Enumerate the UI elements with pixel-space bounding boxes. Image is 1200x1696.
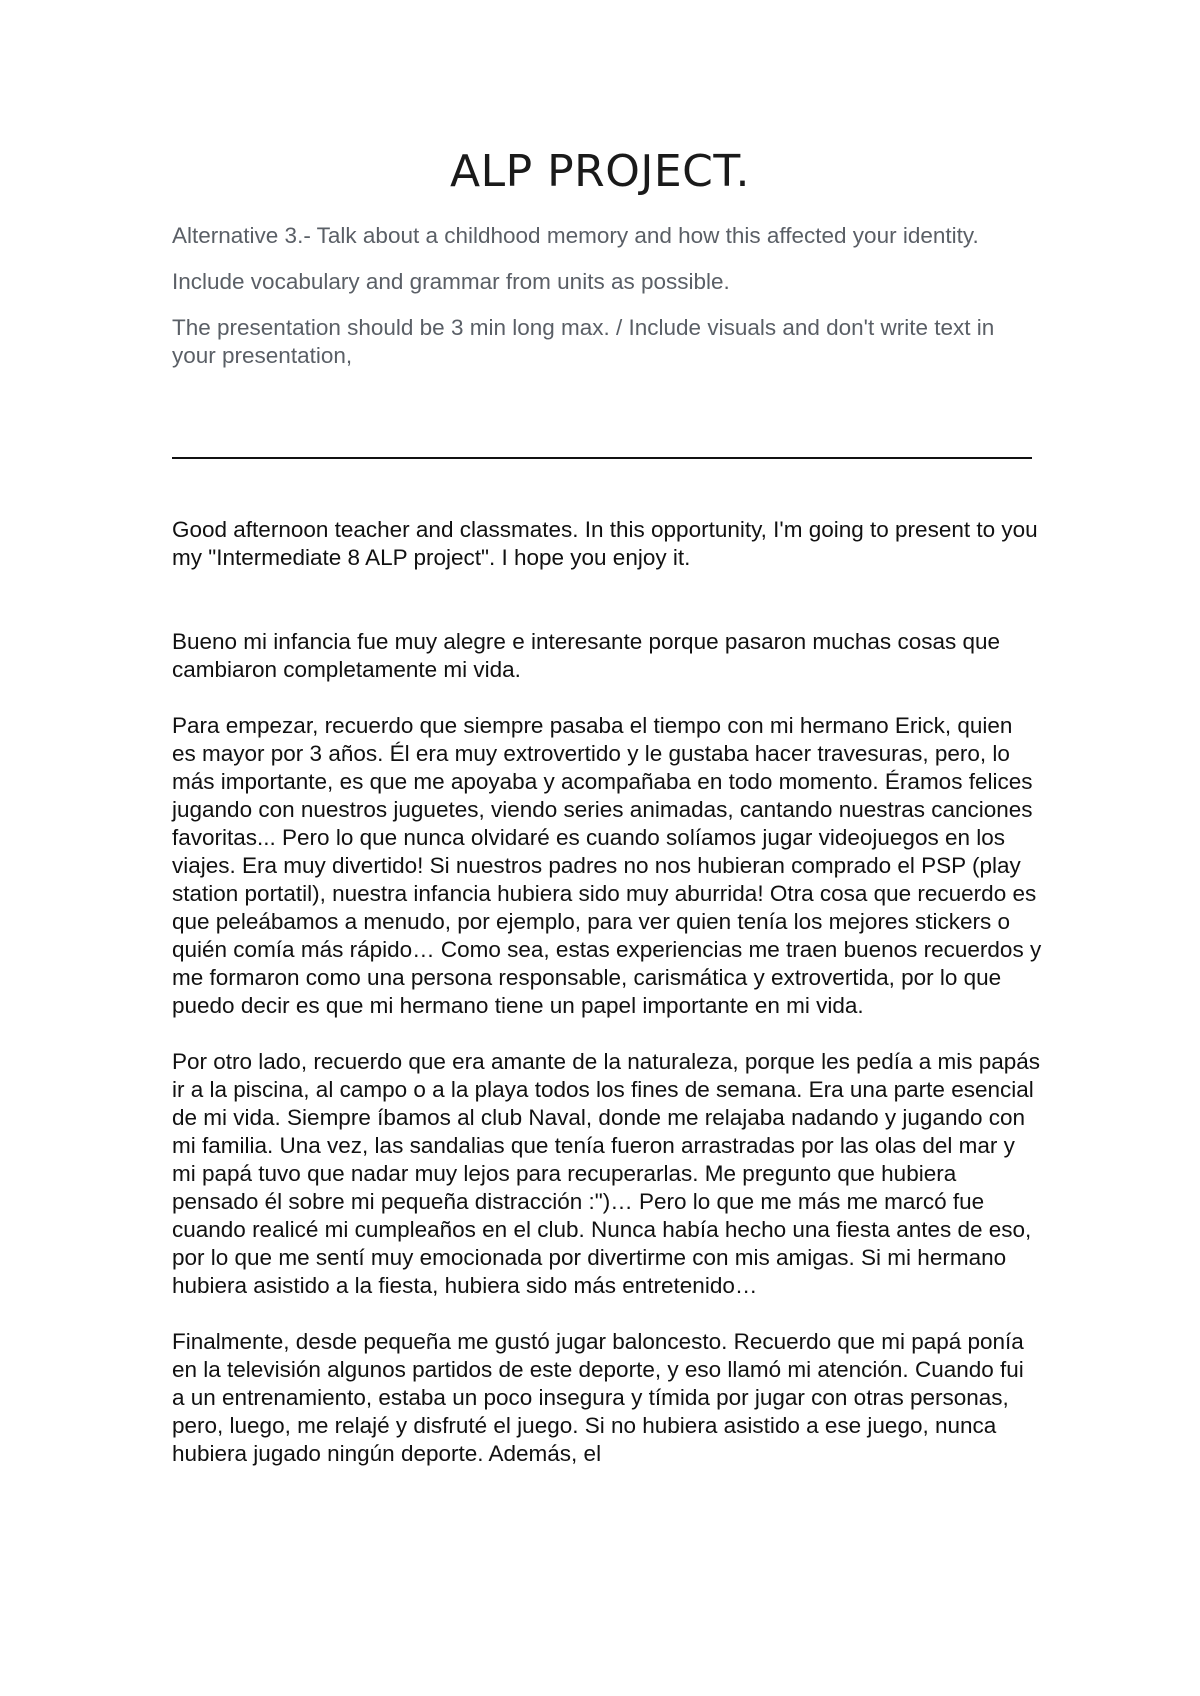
paragraph-spacer xyxy=(172,1300,1042,1328)
basketball-paragraph: Finalmente, desde pequeña me gustó jugar baloncesto. Recuerdo que mi papá ponía en la televisión algunos partidos de este deporte, y eso llamó mi atención. Cuando fui a un entrenamiento, estaba un poco insegura y tímida por jugar con otras personas, pero, luego, me relajé y disfruté el juego. Si no hubiera asistido a ese juego, nunca hubiera jugado ningún deporte. Además, el xyxy=(172,1329,1024,1466)
assignment-instructions xyxy=(172,222,1032,388)
document-title: ALP PROJECT. xyxy=(449,146,750,197)
instruction-vocabulary: Include vocabulary and grammar from units as possible. xyxy=(172,269,730,294)
horizontal-divider xyxy=(172,457,1032,459)
paragraph-spacer xyxy=(172,572,1042,628)
nature-paragraph: Por otro lado, recuerdo que era amante de la naturaleza, porque les pedía a mis papás ir a la piscina, al campo o a la playa todos los fines de semana. Era una parte esencial de mi vida. Siempre íbamos al club Naval, donde me relajaba nadando y jugando con mi familia. Una vez, las sandalias que tenía fueron arrastradas por las olas del mar y mi papá tuvo que nadar muy lejos para recuperarlas. Me pregunto que hubiera pensado él sobre mi pequeña distracción :")… Pero lo que me más me marcó fue cuando realicé mi cumpleaños en el club. Nunca había hecho una fiesta antes de eso, por lo que me sentí muy emocionada por divertirme con mis amigas. Si mi hermano hubiera asistido a la fiesta, hubiera sido más entretenido… xyxy=(172,1049,1041,1298)
paragraph-spacer xyxy=(172,1020,1042,1048)
instruction-presentation: The presentation should be 3 min long max. / Include visuals and don't write text in your presentation, xyxy=(172,315,995,368)
greeting-paragraph: Good afternoon teacher and classmates. In this opportunity, I'm going to present to you my "Intermediate 8 ALP project". I hope you enjoy it. xyxy=(172,517,1038,570)
instruction-alternative: Alternative 3.- Talk about a childhood memory and how this affected your identity. xyxy=(172,223,979,248)
brother-paragraph: Para empezar, recuerdo que siempre pasaba el tiempo con mi hermano Erick, quien es mayor por 3 años. Él era muy extrovertido y le gustaba hacer travesuras, pero, lo más importante, es que me apoyaba y acompañaba en todo momento. Éramos felices jugando con nuestros juguetes, viendo series animadas, cantando nuestras canciones favoritas... Pero lo que nunca olvidaré es cuando solíamos jugar videojuegos en los viajes. Era muy divertido! Si nuestros padres no nos hubieran comprado el PSP (play station portatil), nuestra infancia hubiera sido muy aburrida! Otra cosa que recuerdo es que peleábamos a menudo, por ejemplo, para ver quien tenía los mejores stickers o quién comía más rápido… Como sea, estas experiencias me traen buenos recuerdos y me formaron como una persona responsable, carismática y extrovertida, por lo que puedo decir es que mi hermano tiene un papel importante en mi vida. xyxy=(172,713,1042,1018)
paragraph-spacer xyxy=(172,684,1042,712)
intro-paragraph: Bueno mi infancia fue muy alegre e interesante porque pasaron muchas cosas que cambiaron completamente mi vida. xyxy=(172,629,1001,682)
document-body xyxy=(172,516,1042,1468)
